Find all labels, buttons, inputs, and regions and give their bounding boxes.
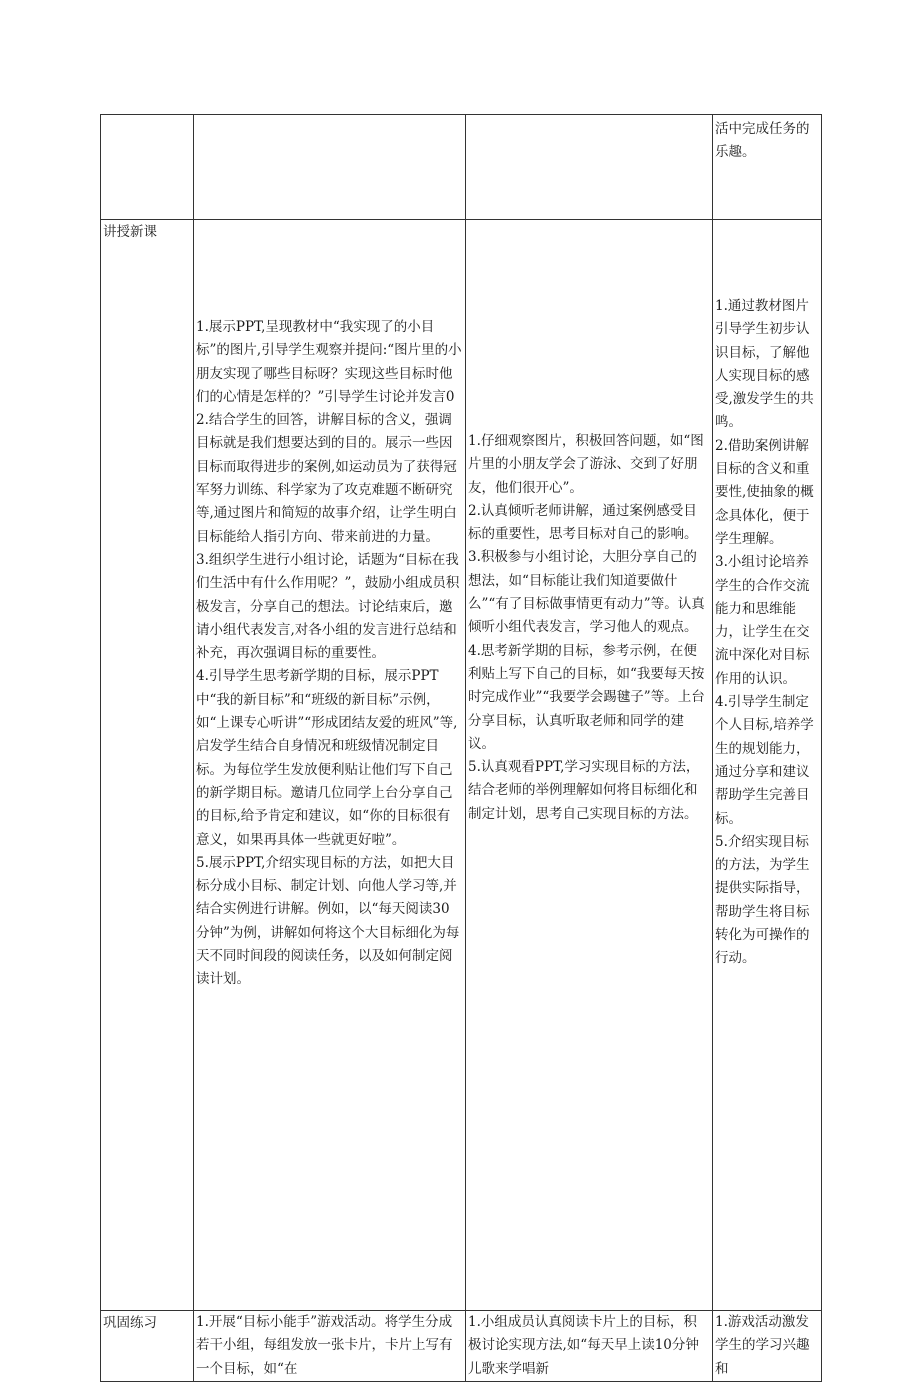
intent-step-2: 2.借助案例讲解目标的含义和重要性,使抽象的概念具体化，便于学生理解。 <box>715 437 814 547</box>
student-step-3: 3.积极参与小组讨论，大胆分享自己的想法，如“目标能让我们知道要做什么”“有了目标做事情更有动力”等。认真倾听小组代表发言，学习他人的观点。 <box>468 549 705 636</box>
student-step-1: 1.仔细观察图片，积极回答问题，如“图片里的小朋友学会了游泳、交到了好朋友，他们很开心”。 <box>468 433 704 496</box>
practice-teacher-cell: 1.开展“目标小能手”游戏活动。将学生分成若干小组，每组发放一张卡片，卡片上写有一个目标，如“在 <box>194 1311 466 1382</box>
cell-empty <box>466 115 713 220</box>
cell-empty <box>194 115 466 220</box>
design-intent-continuation: 活中完成任务的乐趣。 <box>713 115 822 220</box>
practice-student-cell: 1.小组成员认真阅读卡片上的目标，积极讨论实现方法,如“每天早上读10分钟儿歌来学唱新 <box>466 1311 713 1382</box>
student-step-2: 2.认真倾听老师讲解，通过案例感受目标的重要性，思考目标对自己的影响。 <box>468 502 698 543</box>
teacher-step-1: 1.展示PPT,呈现教材中“我实现了的小目标”的图片,引导学生观察并提问:“图片里的小朋友实现了哪些目标呀？实现这些目标时他们的心情是怎样的？”引导学生讨论并发言0 <box>196 319 462 405</box>
table-row-practice <box>101 1311 822 1382</box>
teacher-activity-cell <box>194 220 466 1311</box>
teacher-step-3: 3.组织学生进行小组讨论，话题为“目标在我们生活中有什么作用呢？”，鼓励小组成员积极发言，分享自己的想法。讨论结束后，邀请小组代表发言,对各小组的发言进行总结和补充，再次强调目标的重要性。 <box>196 551 460 662</box>
practice-intent-cell: 1.游戏活动激发学生的学习兴趣和 <box>713 1311 822 1382</box>
intent-step-1: 1.通过教材图片引导学生初步认识目标，了解他人实现目标的感受,激发学生的共鸣。 <box>715 298 814 431</box>
intent-step-5: 5.介绍实现目标的方法，为学生提供实际指导，帮助学生将目标转化为可操作的行动。 <box>715 833 810 967</box>
table-row-continuation <box>101 115 822 220</box>
table-row-lecture <box>101 220 822 1311</box>
lesson-plan-table <box>100 114 822 1382</box>
section-label-practice: 巩固练习 <box>101 1311 194 1382</box>
student-step-4: 4.思考新学期的目标，参考示例，在便利贴上写下自己的目标，如“我要每天按时完成作业”“我要学会踢毽子”等。上台分享目标，认真听取老师和同学的建议。 <box>468 642 705 752</box>
student-activity-cell <box>466 220 713 1311</box>
intent-step-3: 3.小组讨论培养学生的合作交流能力和思维能力，让学生在交流中深化对目标作用的认识。 <box>715 554 810 687</box>
section-label-lecture: 讲授新课 <box>101 220 194 1311</box>
cell-empty <box>101 115 194 220</box>
design-intent-cell <box>713 220 822 1311</box>
teacher-step-2: 2.结合学生的回答，讲解目标的含义，强调目标就是我们想要达到的目的。展示一些因目标而取得进步的案例,如运动员为了获得冠军努力训练、科学家为了攻克难题不断研究等,通过图片和简短的故事介绍，让学生明白目标能给人指引方向、带来前进的力量。 <box>196 412 457 545</box>
teacher-step-5: 5.展示PPT,介绍实现目标的方法，如把大目标分成小目标、制定计划、向他人学习等,并结合实例进行讲解。例如，以“每天阅读30分钟”为例，讲解如何将这个大目标细化为每天不同时间段的阅读任务，以及如何制定阅读计划。 <box>196 854 460 988</box>
intent-step-4: 4.引导学生制定个人目标,培养学生的规划能力，通过分享和建议帮助学生完善目标。 <box>715 694 814 827</box>
teacher-step-4: 4.引导学生思考新学期的目标，展示PPT中“我的新目标”和“班级的新目标”示例，如“上课专心听讲”“形成团结友爱的班风”等,启发学生结合自身情况和班级情况制定目标。为每位学生发放便利贴让他们写下自己的新学期目标。邀请几位同学上台分享自己的目标,给予肯定和建议，如“你的目标很有意义，如果再具体一些就更好啦”。 <box>196 668 458 848</box>
student-step-5: 5.认真观看PPT,学习实现目标的方法，结合老师的举例理解如何将目标细化和制定计划，思考自己实现目标的方法。 <box>468 759 700 822</box>
